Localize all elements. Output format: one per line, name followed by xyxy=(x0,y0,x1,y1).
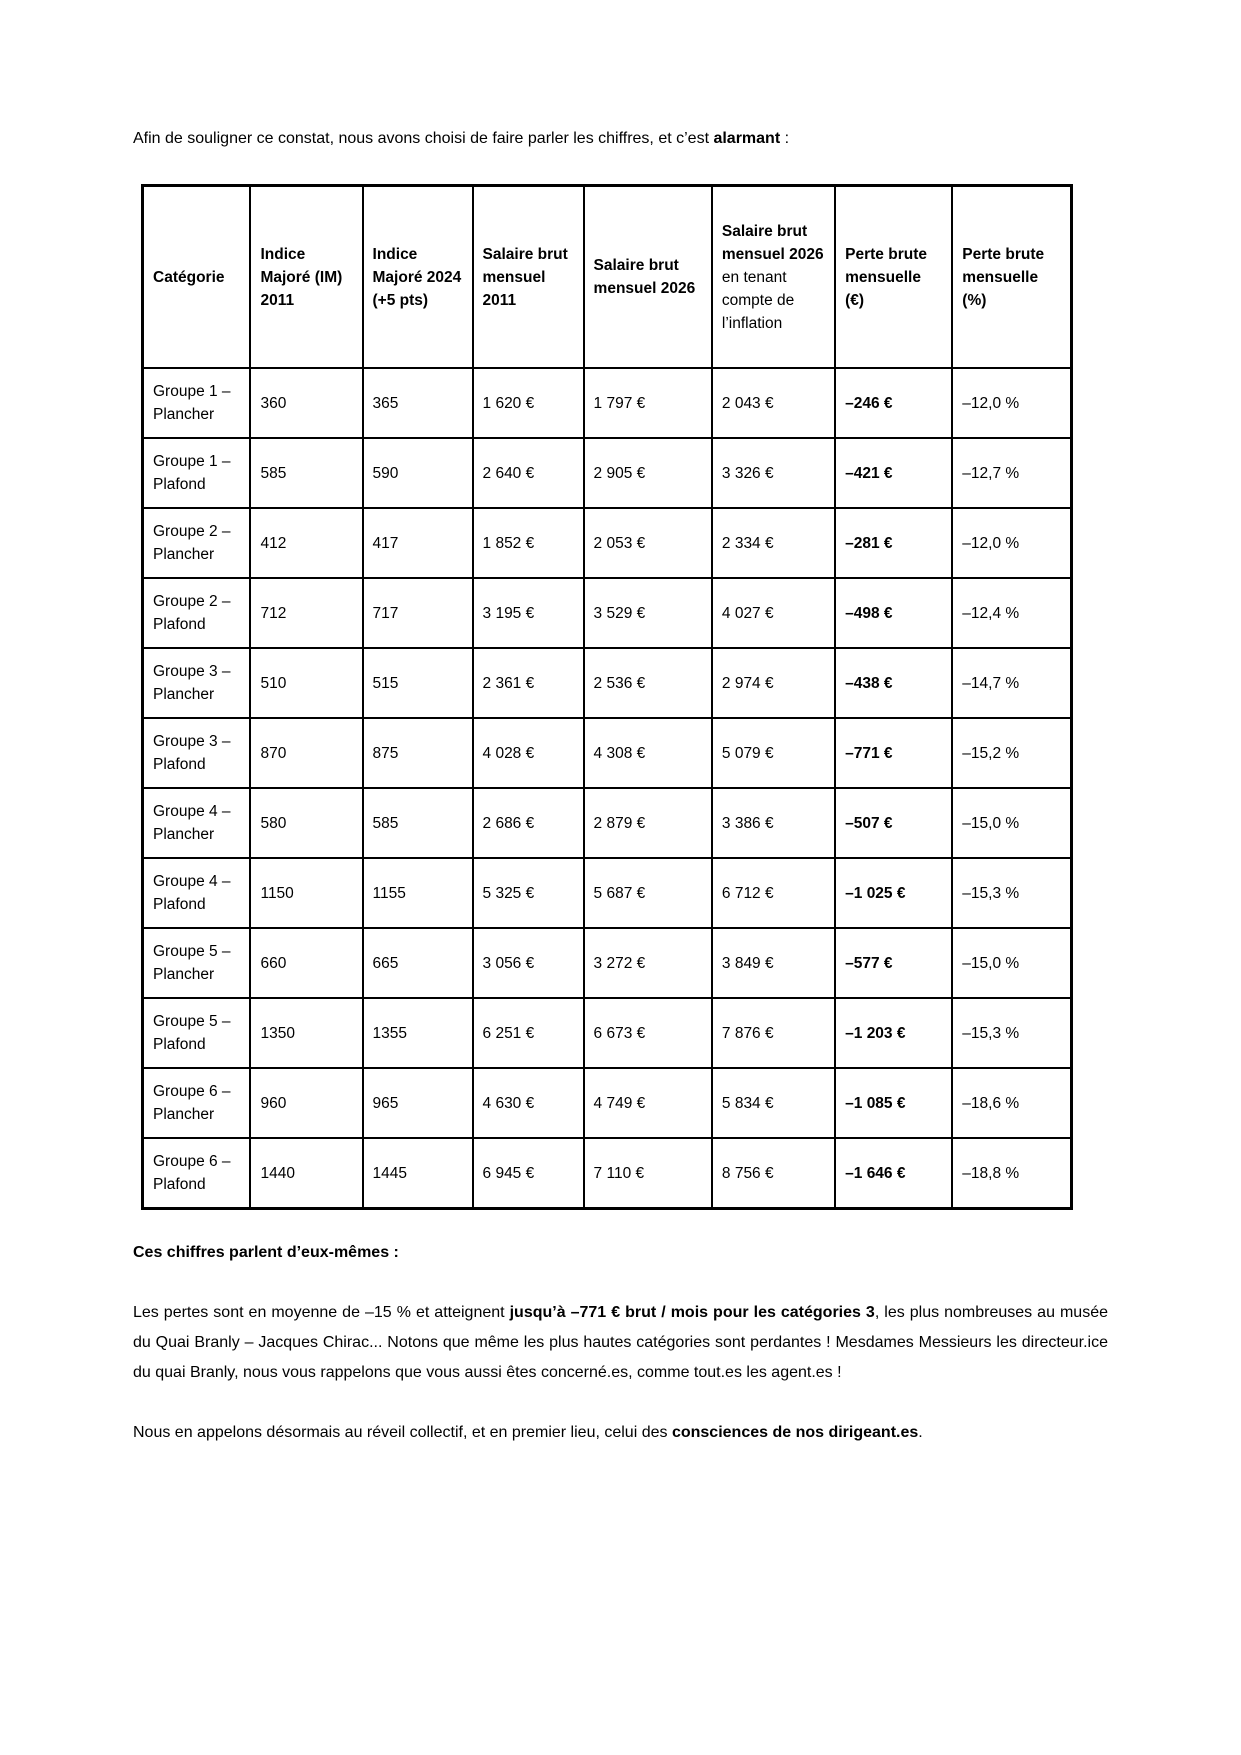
closing-period: . xyxy=(918,1424,923,1441)
category-cell: Groupe 6 – Plancher xyxy=(143,1068,251,1138)
table-row xyxy=(143,858,1072,928)
perte-pct-cell: –15,3 % xyxy=(952,998,1071,1068)
category-cell: Groupe 6 – Plafond xyxy=(143,1138,251,1209)
im-2011-cell: 1150 xyxy=(250,858,362,928)
closing-text: Nous en appelons désormais au réveil collectif, et en premier lieu, celui des xyxy=(133,1424,672,1441)
perte-euro-cell: –507 € xyxy=(835,788,952,858)
salaire-2026-inflation-cell: 5 834 € xyxy=(712,1068,835,1138)
header-salaire-2026-inflation-sub: en tenant compte de l’inflation xyxy=(721,268,795,332)
im-2011-cell: 1350 xyxy=(250,998,362,1068)
table-row xyxy=(143,788,1072,858)
salaire-2026-inflation-cell: 6 712 € xyxy=(712,858,835,928)
salaire-2026-cell: 2 536 € xyxy=(584,648,712,718)
salaire-2011-cell: 4 630 € xyxy=(473,1068,584,1138)
table-row xyxy=(143,718,1072,788)
header-salaire-2011: Salaire brut mensuel 2011 xyxy=(473,186,584,369)
salaire-2026-inflation-cell: 2 334 € xyxy=(712,508,835,578)
header-salaire-2026-inflation xyxy=(712,186,835,369)
perte-pct-cell: –15,2 % xyxy=(952,718,1071,788)
table-row xyxy=(143,368,1072,438)
im-2011-cell: 360 xyxy=(250,368,362,438)
perte-pct-cell: –15,3 % xyxy=(952,858,1071,928)
salaire-2011-cell: 1 852 € xyxy=(473,508,584,578)
table-row xyxy=(143,648,1072,718)
perte-pct-cell: –14,7 % xyxy=(952,648,1071,718)
im-2024-cell: 585 xyxy=(363,788,473,858)
salaire-2026-inflation-cell: 3 849 € xyxy=(712,928,835,998)
perte-pct-cell: –12,0 % xyxy=(952,508,1071,578)
perte-euro-cell: –1 646 € xyxy=(835,1138,952,1209)
perte-euro-cell: –771 € xyxy=(835,718,952,788)
header-perte-euro: Perte brute mensuelle (€) xyxy=(835,186,952,369)
salaire-2026-cell: 3 529 € xyxy=(584,578,712,648)
category-cell: Groupe 3 – Plafond xyxy=(143,718,251,788)
salaire-2026-cell: 5 687 € xyxy=(584,858,712,928)
intro-text: Afin de souligner ce constat, nous avons choisi de faire parler les chiffres, et c’est xyxy=(133,130,714,147)
analysis-bold-text: jusqu’à –771 € brut / mois pour les catégories 3 xyxy=(509,1304,875,1321)
im-2024-cell: 665 xyxy=(363,928,473,998)
header-salaire-2026: Salaire brut mensuel 2026 xyxy=(584,186,712,369)
salaire-2026-inflation-cell: 4 027 € xyxy=(712,578,835,648)
im-2011-cell: 580 xyxy=(250,788,362,858)
salaire-2026-cell: 6 673 € xyxy=(584,998,712,1068)
salaire-2011-cell: 2 686 € xyxy=(473,788,584,858)
closing-bold-text: consciences de nos dirigeant.es xyxy=(671,1424,919,1441)
perte-pct-cell: –18,8 % xyxy=(952,1138,1071,1209)
header-categorie: Catégorie xyxy=(143,186,251,369)
perte-pct-cell: –15,0 % xyxy=(952,788,1071,858)
im-2024-cell: 717 xyxy=(363,578,473,648)
im-2011-cell: 1440 xyxy=(250,1138,362,1209)
salaire-2011-cell: 3 056 € xyxy=(473,928,584,998)
category-cell: Groupe 2 – Plafond xyxy=(143,578,251,648)
im-2011-cell: 660 xyxy=(250,928,362,998)
closing-paragraph xyxy=(133,1418,1108,1448)
salaire-2011-cell: 6 251 € xyxy=(473,998,584,1068)
salaire-2026-inflation-cell: 3 386 € xyxy=(712,788,835,858)
salaire-2026-cell: 4 308 € xyxy=(584,718,712,788)
perte-euro-cell: –281 € xyxy=(835,508,952,578)
document-content xyxy=(133,124,1108,1478)
perte-pct-cell: –12,4 % xyxy=(952,578,1071,648)
category-cell: Groupe 4 – Plafond xyxy=(143,858,251,928)
perte-pct-cell: –18,6 % xyxy=(952,1068,1071,1138)
salaire-2011-cell: 3 195 € xyxy=(473,578,584,648)
intro-paragraph xyxy=(133,124,1108,154)
category-cell: Groupe 2 – Plancher xyxy=(143,508,251,578)
intro-colon: : xyxy=(780,130,790,147)
salary-table xyxy=(141,184,1073,1210)
category-cell: Groupe 1 – Plancher xyxy=(143,368,251,438)
header-salaire-2026-inflation-main: Salaire brut mensuel 2026 xyxy=(721,222,824,263)
header-perte-pct: Perte brute mensuelle (%) xyxy=(952,186,1071,369)
im-2011-cell: 510 xyxy=(250,648,362,718)
salaire-2011-cell: 2 640 € xyxy=(473,438,584,508)
table-row xyxy=(143,1138,1072,1209)
table-row xyxy=(143,438,1072,508)
salaire-2026-cell: 7 110 € xyxy=(584,1138,712,1209)
salaire-2026-inflation-cell: 3 326 € xyxy=(712,438,835,508)
salaire-2026-cell: 3 272 € xyxy=(584,928,712,998)
category-cell: Groupe 4 – Plancher xyxy=(143,788,251,858)
perte-euro-cell: –421 € xyxy=(835,438,952,508)
im-2024-cell: 1155 xyxy=(363,858,473,928)
salaire-2026-inflation-cell: 8 756 € xyxy=(712,1138,835,1209)
im-2024-cell: 417 xyxy=(363,508,473,578)
perte-pct-cell: –15,0 % xyxy=(952,928,1071,998)
salaire-2026-inflation-cell: 7 876 € xyxy=(712,998,835,1068)
salaire-2011-cell: 4 028 € xyxy=(473,718,584,788)
salaire-2011-cell: 1 620 € xyxy=(473,368,584,438)
salaire-2011-cell: 5 325 € xyxy=(473,858,584,928)
salaire-2026-inflation-cell: 2 043 € xyxy=(712,368,835,438)
table-row xyxy=(143,1068,1072,1138)
im-2011-cell: 712 xyxy=(250,578,362,648)
im-2011-cell: 870 xyxy=(250,718,362,788)
table-header-row xyxy=(143,186,1072,369)
category-cell: Groupe 3 – Plancher xyxy=(143,648,251,718)
im-2011-cell: 960 xyxy=(250,1068,362,1138)
salaire-2011-cell: 6 945 € xyxy=(473,1138,584,1209)
category-cell: Groupe 5 – Plafond xyxy=(143,998,251,1068)
table-row xyxy=(143,508,1072,578)
header-im-2011: Indice Majoré (IM) 2011 xyxy=(250,186,362,369)
im-2024-cell: 515 xyxy=(363,648,473,718)
table-row xyxy=(143,578,1072,648)
salaire-2026-cell: 2 879 € xyxy=(584,788,712,858)
salaire-2026-cell: 2 905 € xyxy=(584,438,712,508)
im-2024-cell: 590 xyxy=(363,438,473,508)
perte-euro-cell: –577 € xyxy=(835,928,952,998)
salaire-2026-cell: 4 749 € xyxy=(584,1068,712,1138)
perte-euro-cell: –246 € xyxy=(835,368,952,438)
table-body xyxy=(143,368,1072,1209)
category-cell: Groupe 5 – Plancher xyxy=(143,928,251,998)
intro-bold-text: alarmant xyxy=(713,130,781,147)
perte-pct-cell: –12,7 % xyxy=(952,438,1071,508)
im-2024-cell: 1355 xyxy=(363,998,473,1068)
perte-euro-cell: –438 € xyxy=(835,648,952,718)
perte-euro-cell: –1 025 € xyxy=(835,858,952,928)
salaire-2026-inflation-cell: 2 974 € xyxy=(712,648,835,718)
perte-pct-cell: –12,0 % xyxy=(952,368,1071,438)
salaire-2026-cell: 2 053 € xyxy=(584,508,712,578)
section-heading: Ces chiffres parlent d’eux-mêmes : xyxy=(133,1244,399,1261)
table-row xyxy=(143,928,1072,998)
table-header xyxy=(143,186,1072,369)
perte-euro-cell: –1 203 € xyxy=(835,998,952,1068)
perte-euro-cell: –498 € xyxy=(835,578,952,648)
im-2024-cell: 365 xyxy=(363,368,473,438)
salaire-2011-cell: 2 361 € xyxy=(473,648,584,718)
header-im-2024: Indice Majoré 2024 (+5 pts) xyxy=(363,186,473,369)
analysis-paragraph xyxy=(133,1298,1108,1388)
im-2011-cell: 412 xyxy=(250,508,362,578)
analysis-text-after: , les plus nombreuses au musée du Quai Branly – Jacques Chirac... Notons que même les plus hautes catégories sont perdantes ! Mesdames Messieurs les directeur.ice du quai Branly, nous vous rappelons que vous aussi êtes concerné.es, comme tout.es les agent.es ! xyxy=(133,1304,1109,1381)
im-2024-cell: 965 xyxy=(363,1068,473,1138)
im-2024-cell: 1445 xyxy=(363,1138,473,1209)
im-2011-cell: 585 xyxy=(250,438,362,508)
im-2024-cell: 875 xyxy=(363,718,473,788)
category-cell: Groupe 1 – Plafond xyxy=(143,438,251,508)
perte-euro-cell: –1 085 € xyxy=(835,1068,952,1138)
table-row xyxy=(143,998,1072,1068)
analysis-text: Les pertes sont en moyenne de –15 % et atteignent xyxy=(133,1304,510,1321)
salaire-2026-cell: 1 797 € xyxy=(584,368,712,438)
salaire-2026-inflation-cell: 5 079 € xyxy=(712,718,835,788)
